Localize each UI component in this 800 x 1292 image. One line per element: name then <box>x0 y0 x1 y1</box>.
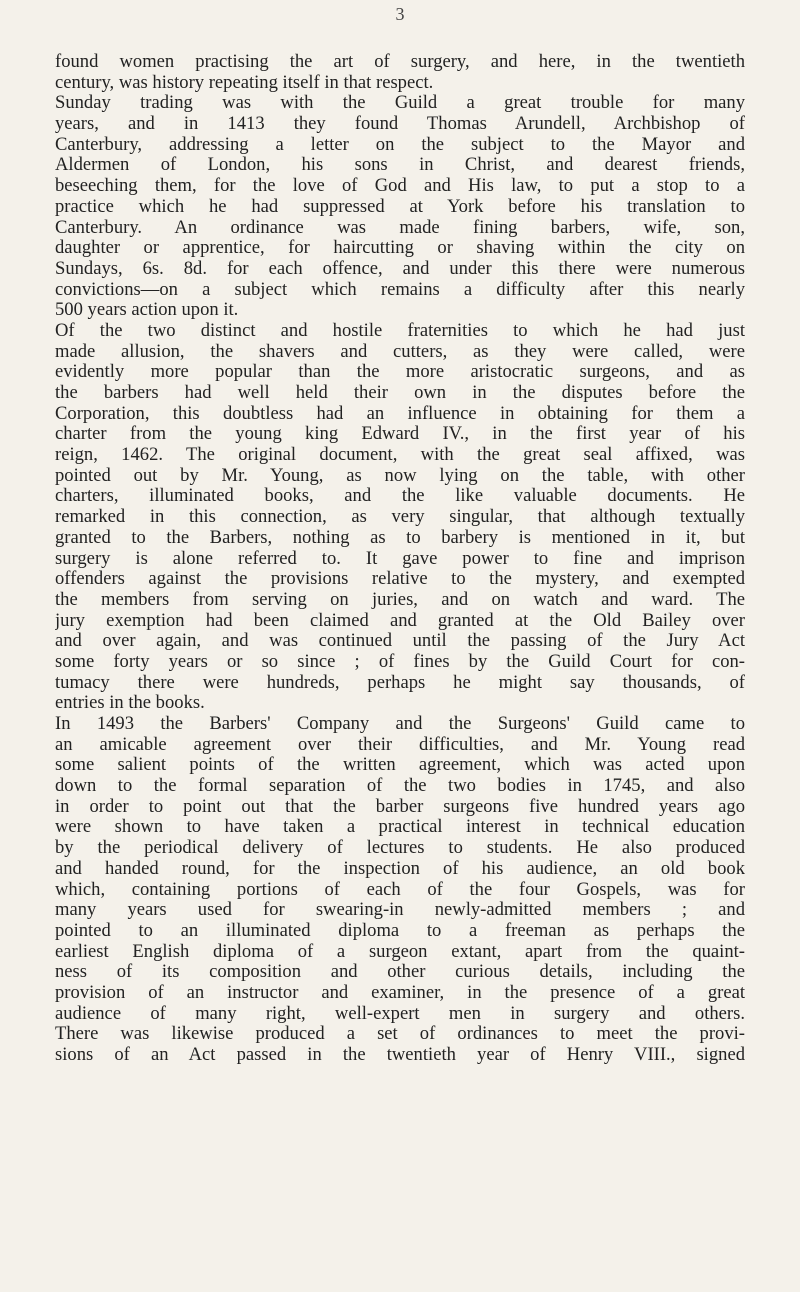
paragraph <box>55 321 745 714</box>
text-line: entries in the books. <box>55 693 205 714</box>
text-line: were shown to have taken a practical interest in technical education <box>55 817 745 838</box>
text-line: Canterbury. An ordinance was made fining barbers, wife, son, <box>55 217 745 238</box>
text-line: Canterbury, addressing a letter on the subject to the Mayor and <box>55 134 745 155</box>
text-line: years, and in 1413 they found Thomas Arundell, Archbishop of <box>55 114 745 135</box>
text-line: practice which he had suppressed at York before his translation to <box>55 196 745 217</box>
text-line: and handed round, for the inspection of his audience, an old book <box>55 858 745 879</box>
text-line: 500 years action upon it. <box>55 300 239 321</box>
text-line: charter from the young king Edward IV., in the first year of his <box>55 424 745 445</box>
text-line: tumacy there were hundreds, perhaps he might say thousands, of <box>55 672 745 693</box>
text-line: pointed out by Mr. Young, as now lying on the table, with other <box>55 465 745 486</box>
paragraph <box>55 52 745 93</box>
text-line: ness of its composition and other curious details, including the <box>55 962 745 983</box>
text-line: earliest English diploma of a surgeon extant, apart from the quaint- <box>55 941 745 962</box>
text-line: the members from serving on juries, and on watch and ward. The <box>55 589 745 610</box>
text-line: There was likewise produced a set of ordinances to meet the provi- <box>55 1024 745 1045</box>
body-text <box>55 52 745 1066</box>
text-line: provision of an instructor and examiner, in the presence of a great <box>55 982 745 1003</box>
text-line: reign, 1462. The original document, with the great seal affixed, was <box>55 445 745 466</box>
paragraph <box>55 93 745 321</box>
text-line: the barbers had well held their own in the disputes before the <box>55 383 745 403</box>
text-line: which, containing portions of each of the four Gospels, was for <box>55 879 745 900</box>
text-line: granted to the Barbers, nothing as to barbery is mentioned in it, but <box>55 527 745 548</box>
text-line: audience of many right, well-expert men in surgery and others. <box>55 1003 745 1024</box>
text-line: Sunday trading was with the Guild a great trouble for many <box>55 93 745 114</box>
text-line: pointed to an illuminated diploma to a freeman as perhaps the <box>55 920 745 941</box>
text-line: and over again, and was continued until the passing of the Jury Act <box>55 631 745 652</box>
text-line: remarked in this connection, as very singular, that although textually <box>55 507 745 528</box>
text-line: daughter or apprentice, for haircutting or shaving within the city on <box>55 238 745 259</box>
text-line: some salient points of the written agreement, which was acted upon <box>55 755 745 776</box>
text-line: some forty years or so since ; of fines by the Guild Court for con- <box>55 651 745 672</box>
text-line: sions of an Act passed in the twentieth year of Henry VIII., signed <box>55 1045 745 1065</box>
text-line: in order to point out that the barber surgeons five hundred years ago <box>55 796 745 817</box>
page-number: 3 <box>395 4 405 24</box>
text-line: century, was history repeating itself in that respect. <box>55 72 434 93</box>
paragraph <box>55 714 745 1066</box>
text-line: found women practising the art of surgery, and here, in the twentieth <box>55 52 745 72</box>
text-line: beseeching them, for the love of God and His law, to put a stop to a <box>55 176 745 197</box>
text-line: Aldermen of London, his sons in Christ, and dearest friends, <box>55 155 745 176</box>
text-line: an amicable agreement over their difficulties, and Mr. Young read <box>55 734 745 755</box>
text-line: Sundays, 6s. 8d. for each offence, and under this there were numerous <box>55 258 745 279</box>
text-line: down to the formal separation of the two bodies in 1745, and also <box>55 776 745 797</box>
text-line: evidently more popular than the more aristocratic surgeons, and as <box>55 362 745 383</box>
text-line: convictions—on a subject which remains a difficulty after this nearly <box>55 279 745 300</box>
text-line: charters, illuminated books, and the like valuable documents. He <box>55 486 745 507</box>
text-line: by the periodical delivery of lectures to students. He also produced <box>55 838 745 859</box>
text-line: In 1493 the Barbers' Company and the Surgeons' Guild came to <box>55 714 745 734</box>
text-line: made allusion, the shavers and cutters, as they were called, were <box>55 341 745 362</box>
text-line: many years used for swearing-in newly-admitted members ; and <box>55 900 745 921</box>
text-line: surgery is alone referred to. It gave power to fine and imprison <box>55 548 745 569</box>
text-line: offenders against the provisions relative to the mystery, and exempted <box>55 569 745 590</box>
text-line: Of the two distinct and hostile fraternities to which he had just <box>55 320 745 341</box>
text-line: Corporation, this doubtless had an influence in obtaining for them a <box>55 403 745 424</box>
text-line: jury exemption had been claimed and granted at the Old Bailey over <box>55 610 745 631</box>
